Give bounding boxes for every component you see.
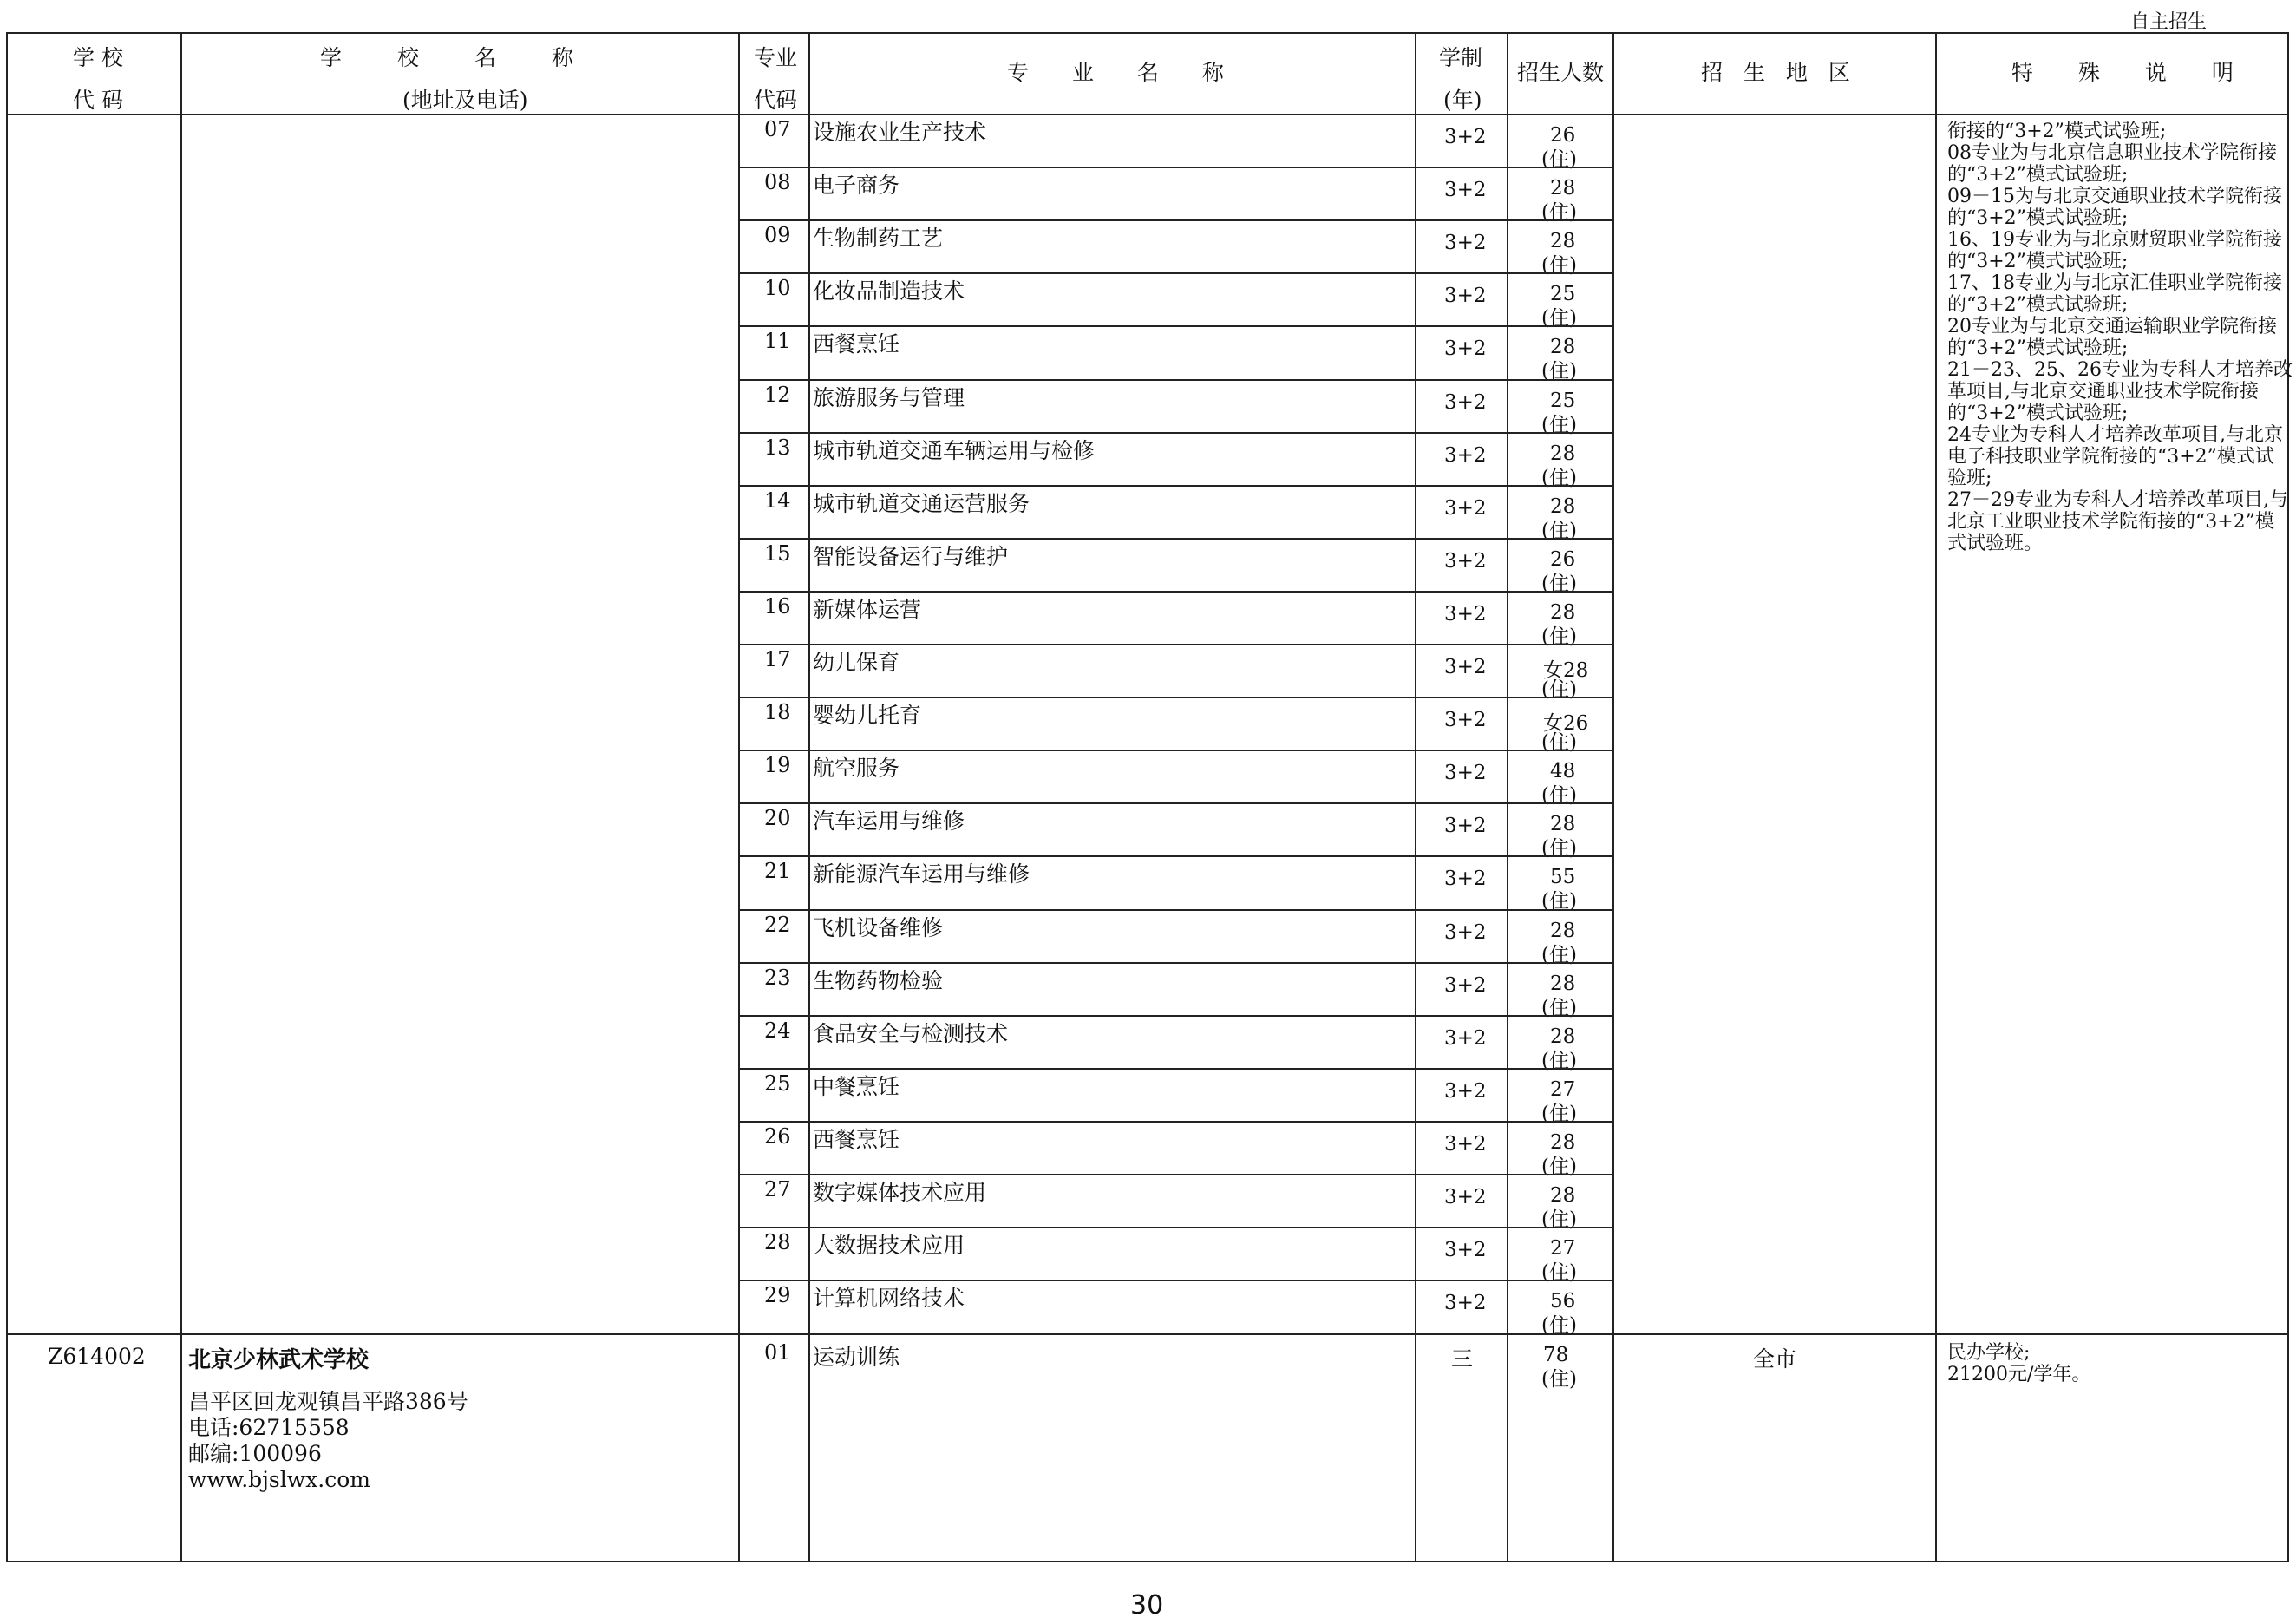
major-name: 食品安全与检测技术 [813, 1020, 1009, 1046]
major-code: 15 [764, 540, 791, 566]
enroll-res: (住) [1541, 890, 1577, 914]
major-code: 25 [764, 1071, 791, 1096]
major-years: 3+2 [1444, 602, 1487, 625]
enroll-res: (住) [1541, 201, 1577, 225]
corner-label: 自主招生 [2130, 11, 2208, 33]
col-divider [1935, 34, 1937, 1561]
enroll-res: (住) [1541, 572, 1577, 595]
major-years: 3+2 [1444, 656, 1487, 678]
school2-enroll-res: (住) [1541, 1368, 1577, 1391]
major-name: 生物制药工艺 [813, 226, 944, 252]
header-region: 招 生 地 区 [1701, 60, 1850, 85]
major-years: 3+2 [1444, 232, 1487, 255]
major-code: 28 [764, 1230, 791, 1255]
school2-region: 全市 [1753, 1346, 1797, 1372]
major-code: 10 [764, 276, 791, 301]
enroll-num: 48 [1550, 760, 1576, 783]
enroll-res: (住) [1541, 996, 1577, 1019]
enroll-num: 28 [1550, 177, 1576, 200]
major-name: 西餐烹饪 [813, 1126, 900, 1152]
school2-address: 昌平区回龙观镇昌平路386号 电话:62715558 邮编:100096 www.bjslwx.com [188, 1389, 468, 1492]
major-code: 13 [764, 435, 791, 460]
header-major-code-1: 专业 [754, 45, 798, 70]
major-years: 3+2 [1444, 443, 1487, 467]
enroll-num: 28 [1550, 1025, 1576, 1048]
header-school-name: 学 校 名 称 [320, 45, 573, 70]
enroll-res: (住) [1541, 1261, 1577, 1285]
major-code: 24 [764, 1018, 791, 1043]
enroll-res: (住) [1541, 148, 1577, 171]
major-name: 生物药物检验 [813, 967, 944, 993]
major-years: 3+2 [1444, 179, 1487, 202]
major-years: 3+2 [1444, 868, 1487, 891]
major-name: 汽车运用与维修 [813, 809, 965, 835]
major-years: 3+2 [1444, 496, 1487, 520]
major-years: 3+2 [1444, 285, 1487, 308]
enroll-num: 28 [1550, 336, 1576, 359]
enroll-res: (住) [1541, 1155, 1577, 1178]
school-divider [8, 1333, 2287, 1335]
header-divider [8, 114, 2287, 115]
major-years: 3+2 [1444, 1292, 1487, 1315]
major-name: 智能设备运行与维护 [813, 543, 1009, 569]
school2-notes: 民办学校; 21200元/学年。 [1947, 1342, 2091, 1385]
major-name: 旅游服务与管理 [813, 384, 965, 410]
page-number: 30 [1130, 1590, 1164, 1621]
major-years: 3+2 [1444, 337, 1487, 361]
enroll-res: (住) [1541, 254, 1577, 278]
header-school-code-2: 代 码 [73, 88, 123, 113]
major-name: 婴幼儿托育 [813, 703, 922, 729]
major-years: 3+2 [1444, 126, 1487, 148]
major-name: 数字媒体技术应用 [813, 1180, 987, 1205]
header-years-2: (年) [1443, 88, 1482, 113]
header-notes: 特 殊 说 明 [2011, 60, 2234, 85]
major-years: 3+2 [1444, 1026, 1487, 1050]
major-code: 14 [764, 488, 791, 513]
major-years: 3+2 [1444, 1239, 1487, 1262]
enroll-res: (住) [1541, 731, 1577, 755]
enroll-num: 25 [1550, 389, 1576, 412]
major-name: 城市轨道交通运营服务 [813, 490, 1030, 516]
major-code: 23 [764, 965, 791, 990]
enroll-num: 56 [1550, 1290, 1576, 1313]
major-name: 航空服务 [813, 756, 900, 782]
col-divider [738, 34, 740, 1561]
major-code: 08 [764, 170, 791, 195]
header-school-name-sub: (地址及电话) [402, 88, 528, 113]
major-name: 中餐烹饪 [813, 1073, 900, 1099]
major-code: 21 [764, 859, 791, 884]
major-code: 26 [764, 1123, 791, 1149]
enroll-res: (住) [1541, 943, 1577, 966]
major-code: 16 [764, 593, 791, 619]
col-divider [1415, 34, 1416, 1561]
enroll-num: 28 [1550, 972, 1576, 995]
header-years-1: 学制 [1439, 45, 1483, 70]
enroll-num: 28 [1550, 230, 1576, 253]
enroll-res: (住) [1541, 678, 1577, 701]
enroll-res: (住) [1541, 307, 1577, 331]
major-code: 12 [764, 382, 791, 407]
enroll-num: 28 [1550, 442, 1576, 465]
header-enroll: 招生人数 [1517, 60, 1605, 85]
enroll-res: (住) [1541, 1049, 1577, 1072]
school2-name: 北京少林武术学校 [188, 1347, 370, 1373]
major-years: 3+2 [1444, 920, 1487, 944]
major-name: 计算机网络技术 [813, 1286, 965, 1312]
major-code: 09 [764, 223, 791, 248]
major-code: 17 [764, 647, 791, 671]
enroll-num: 25 [1550, 283, 1576, 306]
major-name: 新能源汽车运用与维修 [813, 861, 1030, 887]
enroll-res: (住) [1541, 1208, 1577, 1231]
enroll-num: 28 [1550, 919, 1576, 942]
major-years: 3+2 [1444, 549, 1487, 573]
major-years: 3+2 [1444, 762, 1487, 785]
major-years: 3+2 [1444, 1132, 1487, 1156]
major-years: 3+2 [1444, 1186, 1487, 1208]
school2-major-code: 01 [764, 1340, 791, 1365]
major-code: 20 [764, 806, 791, 831]
enroll-num: 女28 [1543, 659, 1589, 682]
school1-notes: 衔接的“3+2”模式试验班; 08专业为与北京信息职业技术学院衔接的“3+2”模式试验班; 09－15为与北京交通职业技术学院衔接的“3+2”模式试验班; 16、19专业为与北京财贸职业学院衔接的“3+2”模式试验班; 17、18专业为与北京汇佳职业学院衔接的“3+2”模式试验班; 20专业为与北京交通运输职业学院衔接的“3+2”模式试验班; 21－23、25、26专业为专科人才培养改革项目,与北京交通职业技术学院衔接的“3+2”模式试验班; 24专业为专科人才培养改革项目,与北京电子科技职业学院衔接的“3+2”模式试验班; 27－29专业为专科人才培养改革项目,与北京工业职业技术学院衔接的“3+2”模式试验班。 [1947, 121, 2293, 554]
header-school-code-1: 学 校 [73, 45, 123, 70]
school2-code: Z614002 [48, 1344, 146, 1369]
major-years: 3+2 [1444, 815, 1487, 838]
enroll-res: (住) [1541, 1314, 1577, 1338]
enroll-num: 28 [1550, 1130, 1576, 1154]
major-name: 设施农业生产技术 [813, 120, 987, 145]
enroll-num: 女26 [1543, 712, 1589, 736]
enroll-res: (住) [1541, 784, 1577, 808]
col-divider [180, 34, 182, 1561]
school2-years: 三 [1451, 1346, 1474, 1372]
enroll-res: (住) [1541, 625, 1577, 648]
enroll-num: 26 [1550, 124, 1576, 147]
major-code: 27 [764, 1177, 791, 1202]
school2-major-name: 运动训练 [813, 1345, 900, 1370]
major-years: 3+2 [1444, 1079, 1487, 1103]
enrollment-table [6, 32, 2293, 1562]
col-divider [1612, 34, 1614, 1561]
enroll-res: (住) [1541, 1102, 1577, 1125]
header-major-name: 专 业 名 称 [1007, 60, 1224, 85]
enroll-res: (住) [1541, 360, 1577, 383]
major-name: 幼儿保育 [813, 650, 900, 675]
major-name: 新媒体运营 [813, 596, 922, 622]
major-years: 3+2 [1444, 709, 1487, 732]
major-years: 3+2 [1444, 973, 1487, 997]
major-code: 07 [764, 117, 791, 141]
enroll-num: 28 [1550, 494, 1576, 518]
major-code: 11 [764, 329, 791, 354]
enroll-num: 27 [1550, 1237, 1576, 1261]
enroll-num: 55 [1550, 866, 1576, 889]
enroll-num: 27 [1550, 1077, 1576, 1101]
major-code: 19 [764, 753, 791, 778]
major-name: 大数据技术应用 [813, 1233, 965, 1259]
enroll-num: 28 [1550, 600, 1576, 624]
header-major-code-2: 代码 [754, 88, 798, 113]
major-name: 飞机设备维修 [813, 914, 944, 940]
col-divider [1507, 34, 1508, 1561]
major-code: 18 [764, 700, 791, 725]
col-divider [808, 34, 810, 1561]
enroll-res: (住) [1541, 519, 1577, 542]
enroll-res: (住) [1541, 837, 1577, 861]
major-name: 化妆品制造技术 [813, 278, 965, 304]
enroll-res: (住) [1541, 466, 1577, 489]
major-code: 22 [764, 912, 791, 937]
major-years: 3+2 [1444, 390, 1487, 414]
enroll-res: (住) [1541, 413, 1577, 436]
major-code: 29 [764, 1283, 791, 1308]
major-name: 西餐烹饪 [813, 331, 900, 357]
enroll-num: 28 [1550, 813, 1576, 836]
enroll-num: 28 [1550, 1184, 1576, 1207]
enroll-num: 26 [1550, 547, 1576, 571]
school2-enroll-num: 78 [1543, 1344, 1569, 1366]
major-name: 城市轨道交通车辆运用与检修 [813, 437, 1096, 463]
major-name: 电子商务 [813, 173, 900, 199]
